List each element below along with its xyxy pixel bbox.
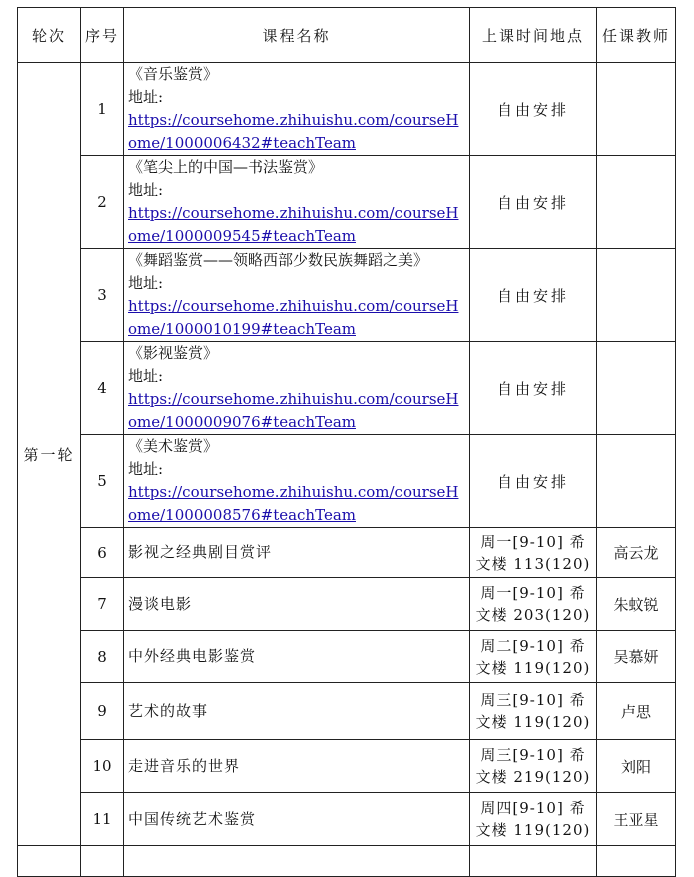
row-number: 7 bbox=[81, 578, 124, 631]
course-title: 走进音乐的世界 bbox=[124, 740, 470, 793]
course-link[interactable]: https://coursehome.zhihuishu.com/courseHome/1000009545#teachTeam bbox=[128, 204, 459, 245]
time-place-cell: 自由安排 bbox=[470, 156, 597, 249]
row-number: 6 bbox=[81, 528, 124, 578]
time-place-cell: 自由安排 bbox=[470, 342, 597, 435]
continued-cell bbox=[470, 846, 597, 877]
time-place-cell bbox=[470, 683, 597, 740]
time-slot: 周三[9-10] 希 bbox=[480, 746, 586, 764]
time-slot: 周三[9-10] 希 bbox=[480, 691, 586, 709]
time-place-cell bbox=[470, 578, 597, 631]
course-title: 影视之经典剧目赏评 bbox=[124, 528, 470, 578]
teacher-cell: 卢思 bbox=[597, 683, 676, 740]
time-place-cell bbox=[470, 793, 597, 846]
teacher-cell: 朱蚊锐 bbox=[597, 578, 676, 631]
address-label: 地址: bbox=[128, 460, 164, 478]
course-cell bbox=[124, 249, 470, 342]
course-title: 《美术鉴赏》 bbox=[128, 437, 219, 455]
header-number: 序号 bbox=[81, 8, 124, 63]
continued-cell bbox=[81, 846, 124, 877]
header-course: 课程名称 bbox=[124, 8, 470, 63]
table-row-continued bbox=[18, 846, 676, 877]
course-title: 漫谈电影 bbox=[124, 578, 470, 631]
classroom: 文楼 119(120) bbox=[475, 658, 591, 677]
teacher-cell: 吴慕妍 bbox=[597, 631, 676, 683]
continued-cell bbox=[18, 846, 81, 877]
row-number: 3 bbox=[81, 249, 124, 342]
classroom: 文楼 203(120) bbox=[475, 606, 591, 624]
course-title: 《影视鉴赏》 bbox=[128, 344, 219, 362]
course-title: 艺术的故事 bbox=[124, 683, 470, 740]
row-number: 8 bbox=[81, 631, 124, 683]
time-place-cell: 自由安排 bbox=[470, 63, 597, 156]
table-row bbox=[18, 156, 676, 249]
course-title: 《笔尖上的中国—书法鉴赏》 bbox=[128, 158, 324, 176]
row-number: 2 bbox=[81, 156, 124, 249]
table-row bbox=[18, 249, 676, 342]
time-place-cell: 自由安排 bbox=[470, 435, 597, 528]
row-number: 5 bbox=[81, 435, 124, 528]
time-place-cell bbox=[470, 631, 597, 683]
course-cell bbox=[124, 342, 470, 435]
row-number: 11 bbox=[81, 793, 124, 846]
teacher-cell bbox=[597, 249, 676, 342]
continued-cell bbox=[597, 846, 676, 877]
continued-cell bbox=[124, 846, 470, 877]
teacher-cell bbox=[597, 342, 676, 435]
round-cell: 第一轮 bbox=[18, 63, 81, 846]
time-slot: 周四[9-10] 希 bbox=[480, 799, 586, 817]
teacher-cell: 王亚星 bbox=[597, 793, 676, 846]
address-label: 地址: bbox=[128, 88, 164, 106]
time-slot: 周一[9-10] 希 bbox=[480, 584, 586, 602]
table-row bbox=[18, 793, 676, 846]
time-place-cell: 自由安排 bbox=[470, 249, 597, 342]
classroom: 文楼 219(120) bbox=[475, 768, 591, 786]
table-row bbox=[18, 342, 676, 435]
table-row bbox=[18, 740, 676, 793]
time-slot: 周二[9-10] 希 bbox=[480, 636, 586, 655]
row-number: 4 bbox=[81, 342, 124, 435]
course-title: 《音乐鉴赏》 bbox=[128, 65, 219, 83]
row-number: 9 bbox=[81, 683, 124, 740]
table-row bbox=[18, 631, 676, 683]
address-label: 地址: bbox=[128, 367, 164, 385]
table-row bbox=[18, 528, 676, 578]
course-link[interactable]: https://coursehome.zhihuishu.com/courseHome/1000010199#teachTeam bbox=[128, 297, 459, 338]
header-time-place: 上课时间地点 bbox=[470, 8, 597, 63]
classroom: 文楼 113(120) bbox=[475, 554, 591, 573]
course-title: 《舞蹈鉴赏——领略西部少数民族舞蹈之美》 bbox=[128, 251, 429, 269]
table-row bbox=[18, 683, 676, 740]
address-label: 地址: bbox=[128, 181, 164, 199]
course-cell bbox=[124, 63, 470, 156]
course-title: 中外经典电影鉴赏 bbox=[124, 631, 470, 683]
time-place-cell bbox=[470, 528, 597, 578]
table-row bbox=[18, 435, 676, 528]
course-cell bbox=[124, 156, 470, 249]
row-number: 1 bbox=[81, 63, 124, 156]
header-row bbox=[18, 8, 676, 63]
address-label: 地址: bbox=[128, 274, 164, 292]
teacher-cell: 刘阳 bbox=[597, 740, 676, 793]
header-teacher: 任课教师 bbox=[597, 8, 676, 63]
teacher-cell bbox=[597, 63, 676, 156]
table-row bbox=[18, 578, 676, 631]
time-place-cell bbox=[470, 740, 597, 793]
header-round: 轮次 bbox=[18, 8, 81, 63]
teacher-cell bbox=[597, 435, 676, 528]
row-number: 10 bbox=[81, 740, 124, 793]
classroom: 文楼 119(120) bbox=[475, 821, 591, 839]
classroom: 文楼 119(120) bbox=[475, 713, 591, 731]
teacher-cell: 高云龙 bbox=[597, 528, 676, 578]
course-link[interactable]: https://coursehome.zhihuishu.com/courseHome/1000009076#teachTeam bbox=[128, 390, 459, 431]
course-cell bbox=[124, 435, 470, 528]
teacher-cell bbox=[597, 156, 676, 249]
course-title: 中国传统艺术鉴赏 bbox=[124, 793, 470, 846]
course-link[interactable]: https://coursehome.zhihuishu.com/courseHome/1000006432#teachTeam bbox=[128, 111, 459, 152]
time-slot: 周一[9-10] 希 bbox=[480, 532, 586, 551]
course-schedule-table bbox=[17, 7, 676, 877]
table-row bbox=[18, 63, 676, 156]
course-link[interactable]: https://coursehome.zhihuishu.com/courseHome/1000008576#teachTeam bbox=[128, 483, 459, 524]
